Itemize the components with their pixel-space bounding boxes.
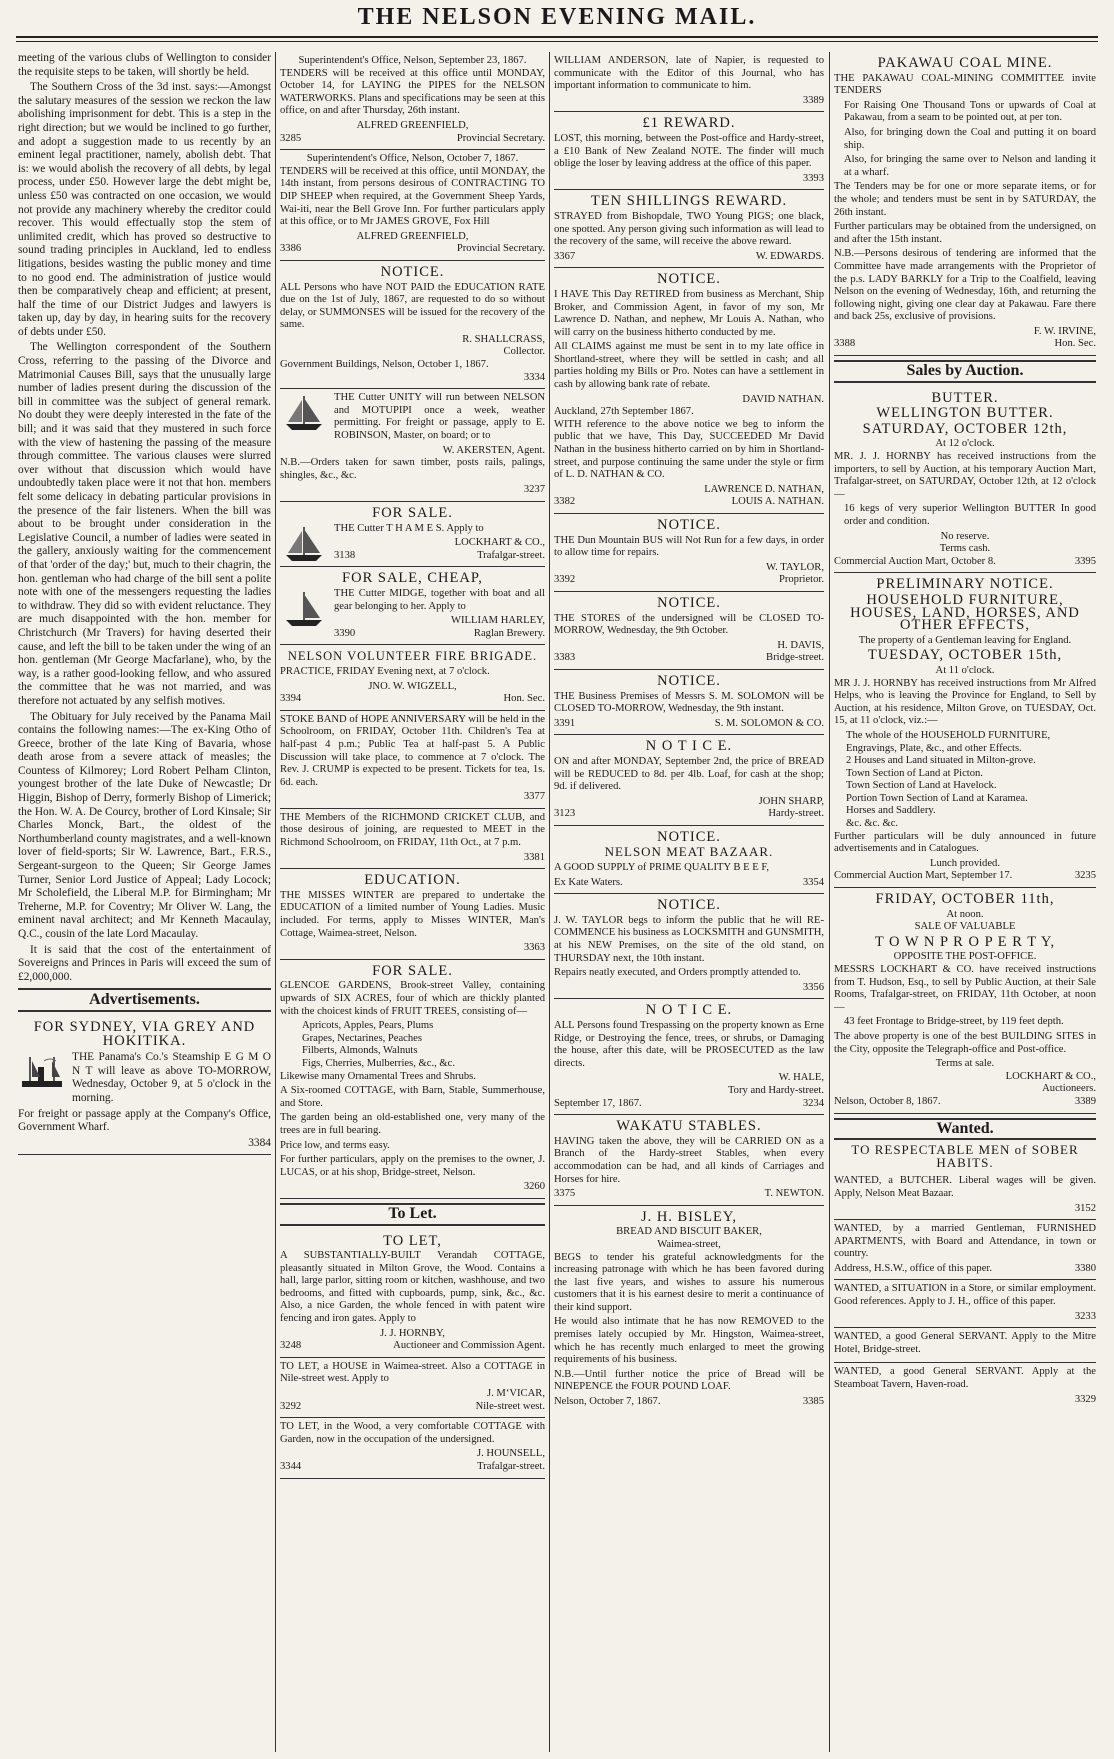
ad-body: TO LET, in the Wood, a very comfortable COTTAGE with Garden, now in the occupation of the undersigned. (280, 1421, 545, 1445)
ad-role: Proprietor. (778, 574, 824, 586)
ad-signer: LOCKHART & CO., (1005, 1070, 1096, 1082)
ad-davis (554, 592, 824, 670)
ad-body: GLENCOE GARDENS, Brook-street Valley, containing upwards of SIX ACRES, four of which are thickly planted with the choicest kinds of FRUIT TREES, consisting of— (280, 980, 545, 1017)
ad-number: 3152 (1074, 1202, 1096, 1214)
ad-signer: W. AKERSTEN, Agent. (442, 444, 545, 456)
ad-cutter-midge (280, 567, 545, 645)
ad-number: 3395 (1074, 555, 1096, 567)
ad-body: TENDERS will be received at this office, until MONDAY, the 14th instant, from persons desirous of CONTRACTING TO DIP SHEEP when required, at the Government Sheep Yards, Wai-iti, near the Bell Grove Inn. For further particulars apply at this office, or to Mr JAMES GROVE, Fox Hill (280, 165, 545, 228)
ad-heading: FOR SALE. (372, 962, 453, 979)
ad-number: 3233 (1074, 1310, 1096, 1322)
ad-body: ALL Persons who have NOT PAID the EDUCATION RATE due on the 1st of July, 1867, are requested to do so without delay, or SUMMONSES will be issued for the recovery of the same. (280, 281, 545, 331)
ad-signer: JOHN SHARP, (758, 795, 824, 807)
section-heading-to-let: To Let. (280, 1203, 545, 1226)
ad-body: STRAYED from Bishopdale, TWO Young PIGS; one black, one spotted. Any person giving such information as will lead to the recovery of the same, will receive the above reward. (554, 210, 824, 248)
ad-time: At 12 o'clock. (935, 438, 995, 450)
ad-body: WILLIAM ANDERSON, late of Napier, is requested to communicate with the Editor of this Journal, who has important information to communicate to him. (554, 55, 824, 92)
ad-heading: NOTICE. (657, 271, 721, 288)
ad-body: THE MISSES WINTER are prepared to undertake the EDUCATION of a limited number of Young Ladies. Music included. For terms, apply to Misses WINTER, Man's Cottage, Waimea-street, Nelson. (280, 889, 545, 939)
ad-body: TENDERS will be received at this office until MONDAY, October 14, for LAYING the PIPES for the NELSON WATERWORKS. Plans and specifications may be seen at this office, on and after Thursday, 26th instant. (280, 67, 545, 117)
ad-number: 3388 (834, 338, 856, 350)
column-divider (275, 52, 276, 1752)
ad-subheading: NELSON MEAT BAZAAR. (604, 844, 774, 860)
ad-heading: NOTICE. (657, 897, 721, 914)
ad-role: Collector. (503, 346, 545, 358)
ad-number: 3234 (802, 1097, 824, 1109)
ad-wanted-situation (834, 1280, 1096, 1328)
ad-body: HAVING taken the above, they will be CARRIED ON as a Branch of the Hardy-street Stables, when every accommodation can be had, and all kinds of Carriages and Horses for hire. (554, 1135, 824, 1185)
ad-heading: N O T I C E. (645, 738, 733, 755)
ad-wanted-servant-steamboat (834, 1363, 1096, 1410)
ad-subheading: Waimea-street, (657, 1238, 721, 1250)
list-item: 2 Houses and Land situated in Milton-grove. (846, 755, 1036, 767)
ad-place: September 17, 1867. (554, 1097, 642, 1109)
ad-body: THE PAKAWAU COAL-MINING COMMITTEE invite TENDERS (834, 72, 1096, 97)
list-item: Also, for bringing the same over to Nelson and landing it at a wharf. (844, 154, 1096, 178)
ad-reward-pigs (554, 190, 824, 268)
ad-cottage-to-let (280, 1230, 545, 1358)
masthead: THE NELSON EVENING MAIL. (357, 4, 757, 30)
ad-signer: T. NEWTON. (764, 1188, 824, 1200)
ad-number: 3123 (554, 808, 576, 820)
ad-pakawau-coal (834, 52, 1096, 356)
article-paragraph: The Wellington correspondent of the Southern Cross, referring to the passing of the Divorce and Matrimonial Causes Bill, says that the unusually large number of ladies present during the discussion of the bill in committee was the subject of general remark. No doubt they were deeply interested in the fate of the bill; and it was said that they mustered in such force with the view of hastening the passing of the measure through committee. The various clauses were slurred over without that discussion which would have undoubtedly taken place were it not that hon. members felt some delicacy in debating particular provisions in the presence of the fair listeners. When the bill was about to be brought under consideration in the Legislative Council, a number of ladies were seated in the gallery, anxiously waiting for the commencement of that 'order of the day;' but, much to their chagrin, the hon. gentleman who had charge of the bill sent a polite note with one of the messengers requesting the ladies to withdraw. They did so with evident reluctance. They are much disappointed with the hon. member for Christchurch (Mr Travers) for having deserted their cause, and left the bill to be taken under the wing of an hon. gentleman (Mr George Macfarlane), who, by the way, is a rather good-looking fellow, and who assured the committee that he was not married, and was therefore not actuated by any selfish motives. (18, 341, 271, 707)
column-4 (834, 52, 1096, 1754)
ad-body: ON and after MONDAY, September 2nd, the price of BREAD will be REDUCED to 8d. per 4lb. Loaf, for cash at the shop; 9d. if delivered. (554, 755, 824, 793)
column-1 (18, 52, 271, 1754)
ad-number: 3329 (1074, 1393, 1096, 1405)
ad-body: Further particulars may be obtained from the undersigned, on and after the 15th instant. (834, 221, 1096, 245)
ad-footer: For freight or passage apply at the Company's Office, Government Wharf. (18, 1107, 271, 1134)
ad-bus (554, 514, 824, 592)
ad-text: The garden being an old-established one, very many of the trees are in full bearing. (280, 1112, 545, 1136)
masthead-rule (16, 36, 1098, 38)
article-paragraph: The Obituary for July received by the Panama Mail contains the following names:—The ex-King Otho of Greece, brother of the late King of Bavaria, whose death arose from a severe attack of measles; the Countess of Kilmorey; Lord Robert Pelham Clinton, youngest brother of the late Duke of Newcastle; Dr Higgin, Bishop of Derry, formerly Bishop of Limerick; the Hon. W. A. De Courcy, brother of Lord Kinsale; Sir Charles Monck, Bart., the oldest of the Northumberland county magistrates, and a well-known lover of field-sports; Sir W. Lawrence, Bart., F.R.S., Sergeant-surgeon to the Queen; Sir George James Turner, Senior Lord Justice of Appeal; Lady Locock; Mr Scholefield, the Liberal M.P. for Birmingham; Mr Treherne, M.P. for Coventry; Mr Oliver W. Lang, the eminent naval architect; and Mr Kenneth Macaulay, Q.C., cousin of the late Lord Macaulay. (18, 710, 271, 940)
ad-place: Nelson, October 7, 1867. (554, 1396, 661, 1408)
ad-time: At 11 o'clock. (935, 664, 995, 676)
ad-heading: FOR SALE. (372, 505, 453, 521)
ad-role: Provincial Secretary. (456, 132, 545, 144)
ad-role: Raglan Brewery. (473, 627, 545, 639)
ad-body: BEGS to tender his grateful acknowledgments for the increasing patronage with which he has been favored during the last five years, and wishes to assure his numerous customers that it is his earnest desire to merit a continuance of their kind support. (554, 1251, 824, 1313)
ad-wanted-servant-mitre (834, 1328, 1096, 1363)
ad-signer: WILLIAM HARLEY, (451, 615, 545, 627)
ad-signer: JNO. W. WIGZELL, (368, 680, 457, 692)
ad-wakatu-stables (554, 1115, 824, 1206)
ad-signer: J. J. HORNBY, (380, 1327, 445, 1339)
masthead-rule-thin (16, 41, 1098, 42)
ad-lunch: Lunch provided. (929, 857, 1001, 869)
ad-body: WANTED, by a married Gentleman, FURNISHED APARTMENTS, with Board and Attendance, in town or country. (834, 1223, 1096, 1260)
ad-role: Auctioneers. (1042, 1083, 1096, 1095)
ad-number: 3285 (280, 132, 302, 144)
ad-wanted-apartments (834, 1220, 1096, 1280)
list-item: &c. &c. &c. (846, 818, 899, 830)
ad-trespass (554, 999, 824, 1115)
ad-body: THE Cutter MIDGE, together with boat and all gear belonging to her. Apply to (334, 587, 545, 612)
ad-date: TUESDAY, OCTOBER 15th, (867, 647, 1063, 664)
ad-signer: LAWRENCE D. NATHAN, (704, 483, 824, 495)
ad-nb: N.B.—Until further notice the price of Bread will be NINEPENCE the FOUR POUND LOAF. (554, 1368, 824, 1393)
ad-glencoe-gardens (280, 960, 545, 1199)
ad-number: 3248 (280, 1340, 302, 1352)
lot-list (834, 730, 1096, 831)
ad-bread-price (554, 735, 824, 826)
ad-body: LOST, this morning, between the Post-office and Hardy-street, a £10 Bank of New Zealand NOTE. The finder will much oblige the loser by leaving address at the office of this paper. (554, 132, 824, 170)
ad-number: 3389 (802, 94, 824, 106)
ad-number: 3383 (554, 652, 576, 664)
sailboat-icon (280, 525, 328, 565)
ad-body: THE Cutter UNITY will run between NELSON and MOTUPIPI once a week, weather permitting. For freight or passage, apply to E. ROBINSON, Master, on board; or to (334, 392, 545, 442)
fruit-list (280, 1020, 545, 1070)
ad-number: 3392 (554, 574, 576, 586)
ad-time: At noon. (946, 908, 984, 920)
ad-bisley-baker (554, 1206, 824, 1413)
ad-signer: H. DAVIS, (777, 639, 824, 651)
ad-signer: W. EDWARDS. (755, 250, 824, 262)
ad-body: MESSRS LOCKHART & CO. have received instructions from T. Hudson, Esq., to sell by Public Auction, at their Sale Rooms, Trafalgar-street, on FRIDAY, 11th October, at noon— (834, 964, 1096, 1013)
ad-heading: NOTICE. (380, 263, 445, 280)
ad-office: Superintendent's Office, Nelson, September 23, 1867. (298, 55, 527, 66)
ad-text: Price low, and terms easy. (280, 1139, 390, 1151)
ad-role: Nile-street west. (475, 1400, 545, 1412)
list-item: Horses and Saddlery. (846, 805, 936, 817)
ad-number: 3389 (1074, 1095, 1096, 1107)
ad-role: Trafalgar-street. (477, 549, 545, 561)
ad-number: 3384 (248, 1136, 271, 1149)
ad-text: Likewise many Ornamental Trees and Shrubs. (280, 1070, 476, 1082)
ad-reserve: No reserve. (940, 530, 990, 542)
ad-number: 3334 (523, 371, 545, 383)
ad-heading: FOR SALE, CHEAP, (342, 570, 483, 587)
list-item: Figs, Cherries, Mulberries, &c., &c. (302, 1057, 455, 1069)
ad-place: Ex Kate Waters. (554, 876, 623, 888)
column-3 (554, 52, 824, 1754)
ad-subheading: BREAD AND BISCUIT BAKER, (616, 1226, 762, 1238)
ad-meat-bazaar (554, 826, 824, 894)
ad-signer: ALFRED GREENFIELD, (356, 119, 469, 131)
ad-subheading: HOUSEHOLD FURNITURE, HOUSES, LAND, HORSES, AND OTHER EFFECTS, (850, 591, 1080, 634)
ad-preliminary-notice (834, 573, 1096, 888)
ad-heading: PRELIMINARY NOTICE. (876, 576, 1054, 593)
list-item: Grapes, Nectarines, Peaches (302, 1032, 423, 1044)
ad-butter-auction (834, 387, 1096, 574)
ad-number: 3367 (554, 250, 576, 262)
ad-heading: FOR SYDNEY, VIA GREY AND HOKITIKA. (33, 1018, 256, 1049)
ad-cutter-unity (280, 389, 545, 502)
ad-place: Auckland, 27th September 1867. (554, 406, 694, 418)
ad-number: 3385 (802, 1396, 824, 1408)
ad-signer: R. SHALLCRASS, (462, 333, 545, 345)
ad-education (280, 869, 545, 960)
ad-body: MR. J. J. HORNBY has received instructions from the importers, to sell by Auction, at his temporary Auction Mart, Trafalgar-street, on SATURDAY, October 12th, at 12 o'clock— (834, 451, 1096, 500)
ad-signer: S. M. SOLOMON & CO. (714, 717, 824, 729)
ad-heading: BUTTER. (931, 389, 999, 406)
ad-education-rate (280, 261, 545, 389)
list-item: Filberts, Almonds, Walnuts (302, 1045, 418, 1057)
ad-locksmith (554, 894, 824, 999)
ad-body: WANTED, a SITUATION in a Store, or similar employment. Good references. Apply to J. H., office of this paper. (834, 1283, 1096, 1308)
ad-number: 3260 (523, 1181, 545, 1193)
ad-body: Further particulars will be duly announced in future advertisements and in Catalogues. (834, 830, 1096, 855)
sailboat-icon (280, 394, 328, 434)
ad-number: 3138 (334, 549, 356, 561)
ad-heading: EDUCATION. (364, 872, 461, 889)
ad-town-property (834, 888, 1096, 1114)
ad-body: THE STORES of the undersigned will be CLOSED TO-MORROW, Wednesday, the 9th October. (554, 612, 824, 637)
ad-number: 3386 (280, 243, 302, 255)
ad-terms: Terms at sale. (935, 1058, 995, 1070)
ad-number: 3292 (280, 1400, 302, 1412)
ad-heading: £1 REWARD. (642, 115, 736, 132)
ad-signer: F. W. IRVINE, (1033, 325, 1096, 337)
ad-body: A GOOD SUPPLY of PRIME QUALITY B E E F, (554, 862, 770, 874)
ad-body: WITH reference to the above notice we beg to inform the public that we have, This Day, SUCCEEDED Mr David Nathan in the business hitherto carried on by him in Shortland-street, and purpose continuing the same under the style or firm of L. D. NATHAN & CO. (554, 418, 824, 481)
ad-item: 16 kegs of very superior Wellington BUTTER In good order and condition. (844, 503, 1096, 527)
ad-solomon (554, 670, 824, 735)
ad-role: Auctioneer and Commission Agent. (393, 1340, 545, 1352)
ad-role: Hon. Sec. (503, 693, 545, 705)
ad-number: 3375 (554, 1188, 576, 1200)
ad-place: Commercial Auction Mart, September 17. (834, 870, 1013, 882)
ad-text: A Six-roomed COTTAGE, with Barn, Stable, Summerhouse, and Store. (280, 1085, 545, 1109)
ad-heading: T O W N P R O P E R T Y, (874, 933, 1056, 950)
ad-number: 3381 (523, 851, 545, 863)
article-paragraph: meeting of the various clubs of Wellington to consider the requisite steps to be taken, will shortly be held. (18, 52, 271, 78)
sailboat-icon (280, 590, 328, 630)
ad-body: THE Dun Mountain BUS will Not Run for a few days, in order to allow time for repairs. (554, 534, 824, 559)
ad-body: All CLAIMS against me must be sent in to my late office in Shortland-street, where they will be settled in cash; and all parties holding my Bills or Pro. Notes can have a settlement in cash by allowing bank rate of rebate. (554, 341, 824, 391)
steamship-icon (18, 1053, 66, 1093)
ad-body: WANTED, a BUTCHER. Liberal wages will be given. Apply, Nelson Meat Bazaar. (834, 1175, 1096, 1199)
ad-cricket-club (280, 809, 545, 869)
ad-owner: The property of a Gentleman leaving for England. (858, 634, 1072, 646)
ad-role: Tory and Hardy-street. (727, 1084, 824, 1096)
ad-number: 3344 (280, 1461, 302, 1472)
list-item: Town Section of Land at Picton. (846, 767, 983, 779)
ad-number: 3235 (1074, 870, 1096, 882)
ad-role: Hardy-street. (768, 808, 824, 820)
ad-heading: TEN SHILLINGS REWARD. (590, 193, 788, 210)
ad-number: 3363 (523, 942, 545, 954)
ad-body: THE Business Premises of Messrs S. M. SOLOMON will be CLOSED TO-MORROW, Wednesday, the 9th instant. (554, 690, 824, 715)
ad-signer: ALFRED GREENFIELD, (356, 230, 469, 242)
ad-heading: NOTICE. (657, 828, 721, 845)
ad-anderson (554, 52, 824, 112)
ad-item: 43 feet Frontage to Bridge-street, by 119 feet depth. (844, 1016, 1064, 1028)
ad-number: 3394 (280, 693, 302, 705)
ad-heading: NOTICE. (657, 672, 721, 689)
ad-body: The above property is one of the best BUILDING SITES in the City, opposite the Telegraph-office and Post-office. (834, 1030, 1096, 1055)
ad-role: Bridge-street. (766, 652, 824, 664)
ad-role: Provincial Secretary. (456, 243, 545, 255)
ad-fire-brigade (280, 645, 545, 710)
ad-signer: LOCKHART & CO., (454, 537, 545, 549)
ad-heading: NOTICE. (657, 594, 721, 611)
ad-date: FRIDAY, OCTOBER 11th, (875, 891, 1055, 908)
ad-body: TO LET, a HOUSE in Waimea-street. Also a COTTAGE in Nile-street west. Apply to (280, 1360, 545, 1385)
ad-body: WANTED, a good General SERVANT. Apply at the Steamboat Tavern, Haven-road. (834, 1366, 1096, 1391)
section-heading-auction: Sales by Auction. (834, 360, 1096, 383)
ad-place: Commercial Auction Mart, October 8. (834, 555, 996, 567)
list-item: Apricots, Apples, Pears, Plums (302, 1020, 434, 1032)
ad-signer: W. TAYLOR, (766, 561, 824, 573)
column-divider (549, 52, 550, 1752)
ad-number: 3380 (1074, 1262, 1096, 1274)
ad-nb: N.B.—Persons desirous of tendering are informed that the Committee have made arrangements with the Proprietor of the p.s. LADY BARKLY for a Trip to the Coalfield, leaving Nelson on the evening of Wednesday, 16th, and returning the following night, giving one clear day at Pakawau. Fare there and back 25s, exclusive of provisions. (834, 248, 1096, 323)
ad-subheading: OPPOSITE THE POST-OFFICE. (893, 951, 1037, 963)
ad-body: THE Panama's Co.'s Steamship E G M O N T will leave as above TO-MORROW, Wednesday, October 9, at 5 o'clock in the morning. (72, 1051, 271, 1104)
ad-tenders-sheep (280, 150, 545, 261)
ad-office: Superintendent's Office, Nelson, October 7, 1867. (306, 153, 519, 165)
ad-subheading: WELLINGTON BUTTER. (876, 405, 1054, 422)
ad-body: THE Members of the RICHMOND CRICKET CLUB, and those desirous of joining, are requested to MEET in the Richmond Schoolroom, on FRIDAY, 11th Oct., at 7 p.m. (280, 811, 545, 849)
ad-address: Address, H.S.W., office of this paper. (834, 1262, 992, 1274)
ad-tenders-waterworks (280, 52, 545, 150)
ad-date: SATURDAY, OCTOBER 12th, (862, 420, 1068, 437)
ad-number: 3377 (523, 791, 545, 803)
list-item: Town Section of Land at Havelock. (846, 780, 997, 792)
ad-cutter-thames (280, 502, 545, 567)
ad-heading: TO RESPECTABLE MEN of SOBER HABITS. (851, 1142, 1079, 1170)
ad-body: MR J. J. HORNBY has received instructions from Mr Alfred Helps, who is leaving the Province for England, to Sell by Auction, at his residence, Milton Grove, on TUESDAY, Oct. 15, at 11 o'clock, viz.:— (834, 677, 1096, 727)
ad-signer: J. HOUNSELL, (477, 1448, 545, 1460)
ad-heading: PAKAWAU COAL MINE. (877, 55, 1053, 71)
ad-cottage-wood (280, 1418, 545, 1478)
ad-body: ALL Persons found Trespassing on the property known as Erne Ridge, or Destroying the fence, trees, or shrubs, or Damaging the house, after this date, will be PROSECUTED as the law directs. (554, 1020, 824, 1069)
ad-reward-note (554, 112, 824, 190)
ad-wanted-butcher (834, 1172, 1096, 1220)
ad-heading: NELSON VOLUNTEER FIRE BRIGADE. (287, 649, 538, 664)
list-item: The whole of the HOUSEHOLD FURNITURE, Engravings, Plate, &c., and other Effects. (846, 729, 1051, 754)
ad-place: Government Buildings, Nelson, October 1, 1867. (280, 359, 489, 371)
ad-body: I HAVE This Day RETIRED from business as Merchant, Ship Broker, and Commission Agent, in favor of my son, Mr Lawrence D. Nathan, and nephew, Mr Louis A. Nathan, who will carry on the business hitherto conducted by me. (554, 288, 824, 338)
article-paragraph: It is said that the cost of the entertainment of Sovereigns and Princes in Paris will exceed the sum of £2,000,000. (18, 943, 271, 983)
section-heading-wanted: Wanted. (834, 1118, 1096, 1141)
ad-nathan (554, 268, 824, 514)
column-2 (280, 52, 545, 1754)
ad-body: STOKE BAND of HOPE ANNIVERSARY will be held in the Schoolroom, on FRIDAY, October 11th. Children's Tea at half-past 4 p.m.; Public Tea at half-past 5. A Public Discussion will take place, to commence at 7 o'clock. The Rev. J. CRUMP is expected to be present. Tickets for tea, 1s. 6d. each. (280, 713, 545, 788)
ad-number: 3393 (802, 172, 824, 184)
ad-heading: J. H. BISLEY, (640, 1208, 738, 1225)
article-paragraph: The Southern Cross of the 3d inst. says:—Amongst the salutary measures of the session we reckon the law abolishing imprisonment for debt. This is a step in the right direction; but we would be inclined to go further, and adopt a suggestion made to us recently by an eminent legal practitioner, namely, abolish debt. That is: we would abolish the recovery of all debts, by legal process, under £50. However large the debt might be, unless £50 was contracted on one occasion, we would not provide any machinery whereby the creditor could recover. This would effectually stop the stem of unlimited credit, which has proved so destructive to sound trading principles in Auckland, led to endless litigations, besides wasting the public money and time to no good end. The administration of justice would then be comparatively cheap and efficient; at present, half the time of our District Judges and lawyers is taken up, day by day, in hearing suits for the recovery of debts under £50. (18, 81, 271, 338)
ad-number: 3391 (554, 717, 576, 729)
ad-heading: TO LET, (383, 1232, 442, 1249)
ad-number: 3237 (523, 484, 545, 496)
ad-body: THE Cutter T H A M E S. Apply to (334, 522, 484, 534)
ad-place: Nelson, October 8, 1867. (834, 1095, 941, 1107)
ad-heading: N O T I C E. (645, 1002, 733, 1019)
list-item: For Raising One Thousand Tons or upwards of Coal at Pakawau, from a seam to be pointed out, at per ton. (844, 99, 1096, 124)
ad-body: J. W. TAYLOR begs to inform the public that he will RE-COMMENCE his business as LOCKSMITH and GUNSMITH, at his NEW Premises, on the site of the old stand, on THURSDAY next, the 10th instant. (554, 914, 824, 964)
ad-body: WANTED, a good General SERVANT. Apply to the Mitre Hotel, Bridge-street. (834, 1331, 1096, 1355)
ad-heading: WAKATU STABLES. (616, 1118, 762, 1135)
ad-signer: J. MʻVICAR, (487, 1388, 545, 1400)
ad-nb: N.B.—Orders taken for sawn timber, posts rails, palings, shingles, &c., &c. (280, 457, 545, 481)
ad-signer: DAVID NATHAN. (742, 393, 824, 405)
ad-number: 3356 (802, 981, 824, 993)
ad-house-waimea (280, 1358, 545, 1418)
ad-body: A SUBSTANTIALLY-BUILT Verandah COTTAGE, pleasantly situated in Milton Grove, the Wood. Contains a hall, large parlor, sitting room or kitchen, washhouse, and two bedrooms, and fitted with cupboards, pump, sink, &c., &c. Also, a nice Garden, the whole fenced in with patent wire fencing and iron gates. Apply to (280, 1250, 545, 1325)
ad-heading: NOTICE. (657, 517, 721, 533)
list-item: Also, for bringing down the Coal and putting it on board ship. (844, 126, 1096, 151)
ad-band-of-hope (280, 711, 545, 809)
ad-sydney-steamer (18, 1016, 271, 1155)
ad-role: Hon. Sec. (1054, 338, 1096, 350)
ad-number: 3390 (334, 627, 356, 639)
ad-terms: Terms cash. (939, 543, 991, 555)
ad-role: Trafalgar-street. (477, 1461, 545, 1472)
list-item: Portion Town Section of Land at Karamea. (846, 792, 1028, 804)
ad-signer: W. HALE, (778, 1072, 824, 1084)
ad-subheading: SALE OF VALUABLE (914, 921, 1016, 933)
ad-body: He would also intimate that he has now REMOVED to the premises lately occupied by Mr. Hingston, Waimea-street, which he has recently much enlarged to meet the growing requirements of his business. (554, 1316, 824, 1366)
ad-text: For further particulars, apply on the premises to the owner, J. LUCAS, or at his shop, Bridge-street, Nelson. (280, 1154, 545, 1178)
ad-signer: LOUIS A. NATHAN. (731, 496, 824, 508)
ad-body: The Tenders may be for one or more separate items, or for the whole; and tenders must be sent in by SATURDAY, the 26th instant. (834, 181, 1096, 218)
ad-number: 3382 (554, 496, 576, 508)
ad-body: Repairs neatly executed, and Orders promptly attended to. (554, 967, 801, 979)
ad-number: 3354 (802, 876, 824, 888)
ad-body: PRACTICE, FRIDAY Evening next, at 7 o'clock. (280, 665, 490, 677)
column-divider (829, 52, 830, 1752)
section-heading-advertisements: Advertisements. (18, 988, 271, 1012)
